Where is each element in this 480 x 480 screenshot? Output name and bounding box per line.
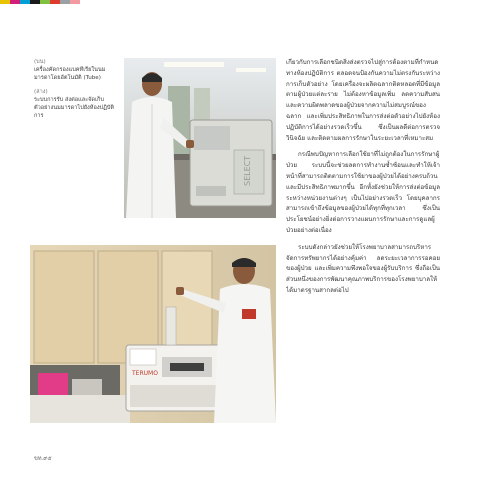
color-swatch [10,0,20,4]
machine-label-select: SELECT [243,155,252,186]
photo-top [124,58,276,218]
color-swatch [20,0,30,4]
color-swatch [0,0,10,4]
page-number: ขท.๙๕ [34,456,52,462]
photo-bottom-illustration [30,245,276,423]
caption-top-text: เครื่องคัดกรองแบคทีเรียในนมมารดาโดยอัตโนมัติ (Tube) [34,67,106,81]
color-registration-bar [0,0,80,4]
color-swatch [40,0,50,4]
color-swatch [50,0,60,4]
body-paragraph: เกี่ยวกับการเลือกชนิดสิ่งส่งตรวจไปสู่การต้องตามที่กำหนดทางห้องปฏิบัติการ ตลอดจนป้องกันความไม่ตรงกันระหว่างการเก็บตัวอย่าง โดยเครื่องจะผลิตฉลากติดหลอดที่มีข้อมูลตามผู้ป่วยแต่ละราย ไม่ต้องหาข้อมูลเพิ่ม ลดความสับสนและความผิดพลาดของผู้ป่วยจากความไม่สมบูรณ์ของฉลาก และเพิ่มประสิทธิภาพในการส่งต่อตัวอย่างไปยังห้องปฏิบัติการได้อย่างรวดเร็วขึ้น ซึ่งเป็นผลดีต่อการตรวจวินิจฉัย และติดตามผลการรักษาในระยะเวลาที่เหมาะสม [286,59,440,142]
caption-bottom-label: (ล่าง) [34,89,48,95]
color-swatch [70,0,80,4]
body-paragraph: กรณีพบปัญหาการเลือกใช้ยาที่ไม่ถูกต้องในการรักษาผู้ป่วย ระบบนี้จะช่วยลดการทำงานซ้ำซ้อนและทำให้เจ้าหน้าที่สามารถติดตามการใช้ยาของผู้ป่วยได้อย่างครบถ้วนและมีประสิทธิภาพมากขึ้น อีกทั้งยังช่วยให้การส่งต่อข้อมูลระหว่างหน่วยงานต่างๆ เป็นไปอย่างรวดเร็ว โดยบุคลากรสามารถเข้าถึงข้อมูลของผู้ป่วยได้ทุกที่ทุกเวลา ซึ่งเป็นประโยชน์อย่างยิ่งต่อการวางแผนการรักษาและการดูแลผู้ป่วยอย่างต่อเนื่อง [286,151,440,234]
photo-bottom [30,245,276,423]
instrument-brand-label: TERUMO [132,370,158,377]
color-swatch [60,0,70,4]
body-text-column [286,58,440,448]
color-swatch [30,0,40,4]
caption-top [34,58,120,82]
caption-bottom [34,88,120,120]
photo-top-illustration [124,58,276,218]
caption-top-label: (บน) [34,59,46,65]
body-paragraph: ระบบดังกล่าวยังช่วยให้โรงพยาบาลสามารถบริหารจัดการทรัพยากรได้อย่างคุ้มค่า ลดระยะเวลาการรอคอยของผู้ป่วย และเพิ่มความพึงพอใจของผู้รับบริการ ซึ่งถือเป็นส่วนหนึ่งของการพัฒนาคุณภาพบริการของโรงพยาบาลให้ได้มาตรฐานสากลต่อไป [286,243,440,294]
caption-bottom-text: ระบบการรับ ส่งต่อและจัดเก็บตัวอย่างนมมารดาไปยังห้องปฏิบัติการ [34,97,115,119]
